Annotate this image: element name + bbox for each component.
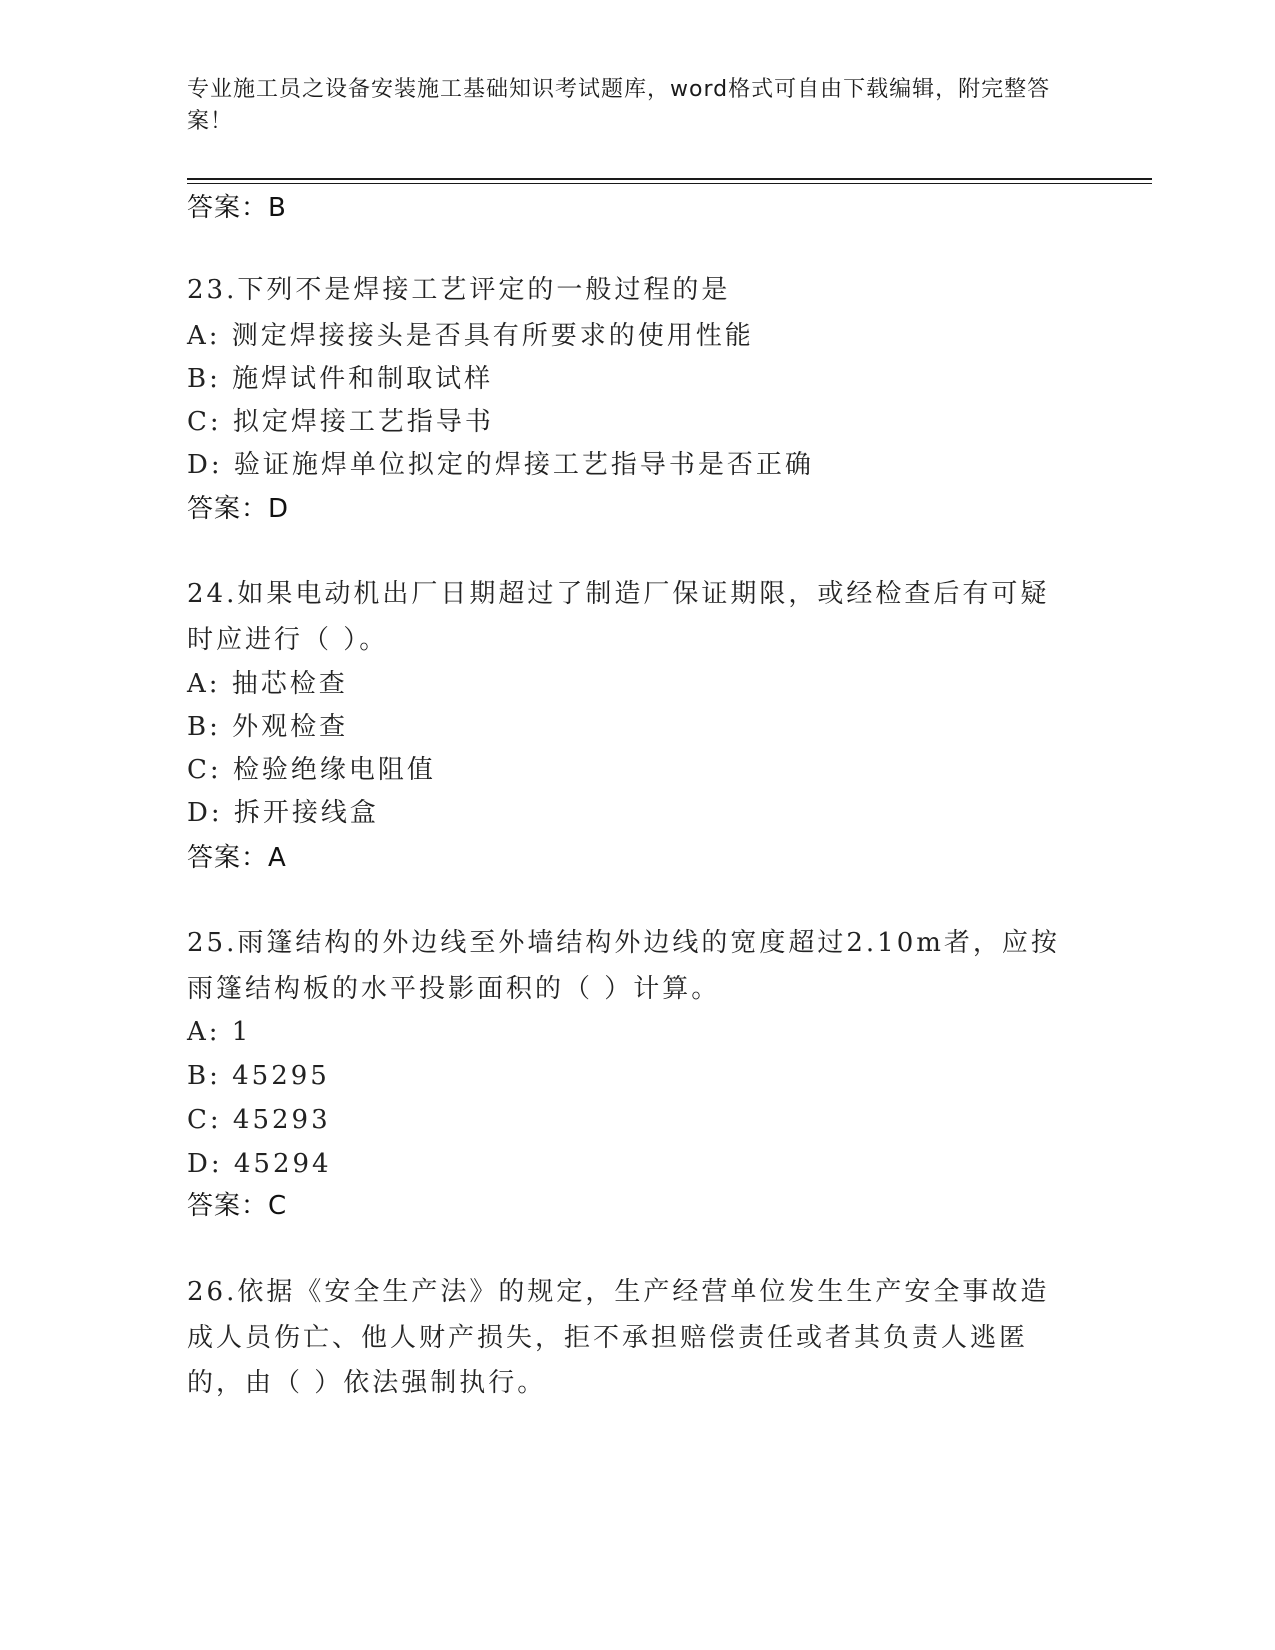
question-23-stem: 23.下列不是焊接工艺评定的一般过程的是 <box>187 275 731 305</box>
question-24-stem: 24.如果电动机出厂日期超过了制造厂保证期限，或经检查后有可疑时应进行（ ）。 <box>187 579 1050 655</box>
header-divider-thick <box>187 178 1152 180</box>
question-24-option-a: A: 抽芯检查 <box>187 669 348 699</box>
question-25-answer: 答案：C <box>187 1191 288 1221</box>
document-header-title: 专业施工员之设备安装施工基础知识考试题库，word格式可自由下载编辑，附完整答案！ <box>187 77 1051 134</box>
question-25-stem: 25.雨篷结构的外边线至外墙结构外边线的宽度超过2.10m者，应按雨篷结构板的水平投影面积的（ ）计算。 <box>187 928 1060 1004</box>
question-23-option-c: C: 拟定焊接工艺指导书 <box>187 407 494 437</box>
question-25-option-c: C: 45293 <box>187 1105 331 1135</box>
answer-previous: 答案：B <box>187 193 287 223</box>
question-24-option-b: B: 外观检查 <box>187 712 349 742</box>
question-24-answer: 答案：A <box>187 843 287 873</box>
question-25-option-d: D: 45294 <box>187 1149 332 1179</box>
question-25-option-b: B: 45295 <box>187 1061 330 1091</box>
question-23-answer: 答案：D <box>187 494 290 524</box>
question-23-option-b: B: 施焊试件和制取试样 <box>187 364 494 394</box>
question-23-option-d: D: 验证施焊单位拟定的焊接工艺指导书是否正确 <box>187 450 814 480</box>
question-25-option-a: A: 1 <box>187 1017 252 1047</box>
header-divider-thin <box>187 183 1152 184</box>
question-24-option-c: C: 检验绝缘电阻值 <box>187 755 436 785</box>
question-24-option-d: D: 拆开接线盒 <box>187 798 379 828</box>
question-23-option-a: A: 测定焊接接头是否具有所要求的使用性能 <box>187 321 754 351</box>
question-26-stem: 26.依据《安全生产法》的规定，生产经营单位发生生产安全事故造成人员伤亡、他人财产损失，拒不承担赔偿责任或者其负责人逃匿的，由（ ）依法强制执行。 <box>187 1277 1050 1398</box>
